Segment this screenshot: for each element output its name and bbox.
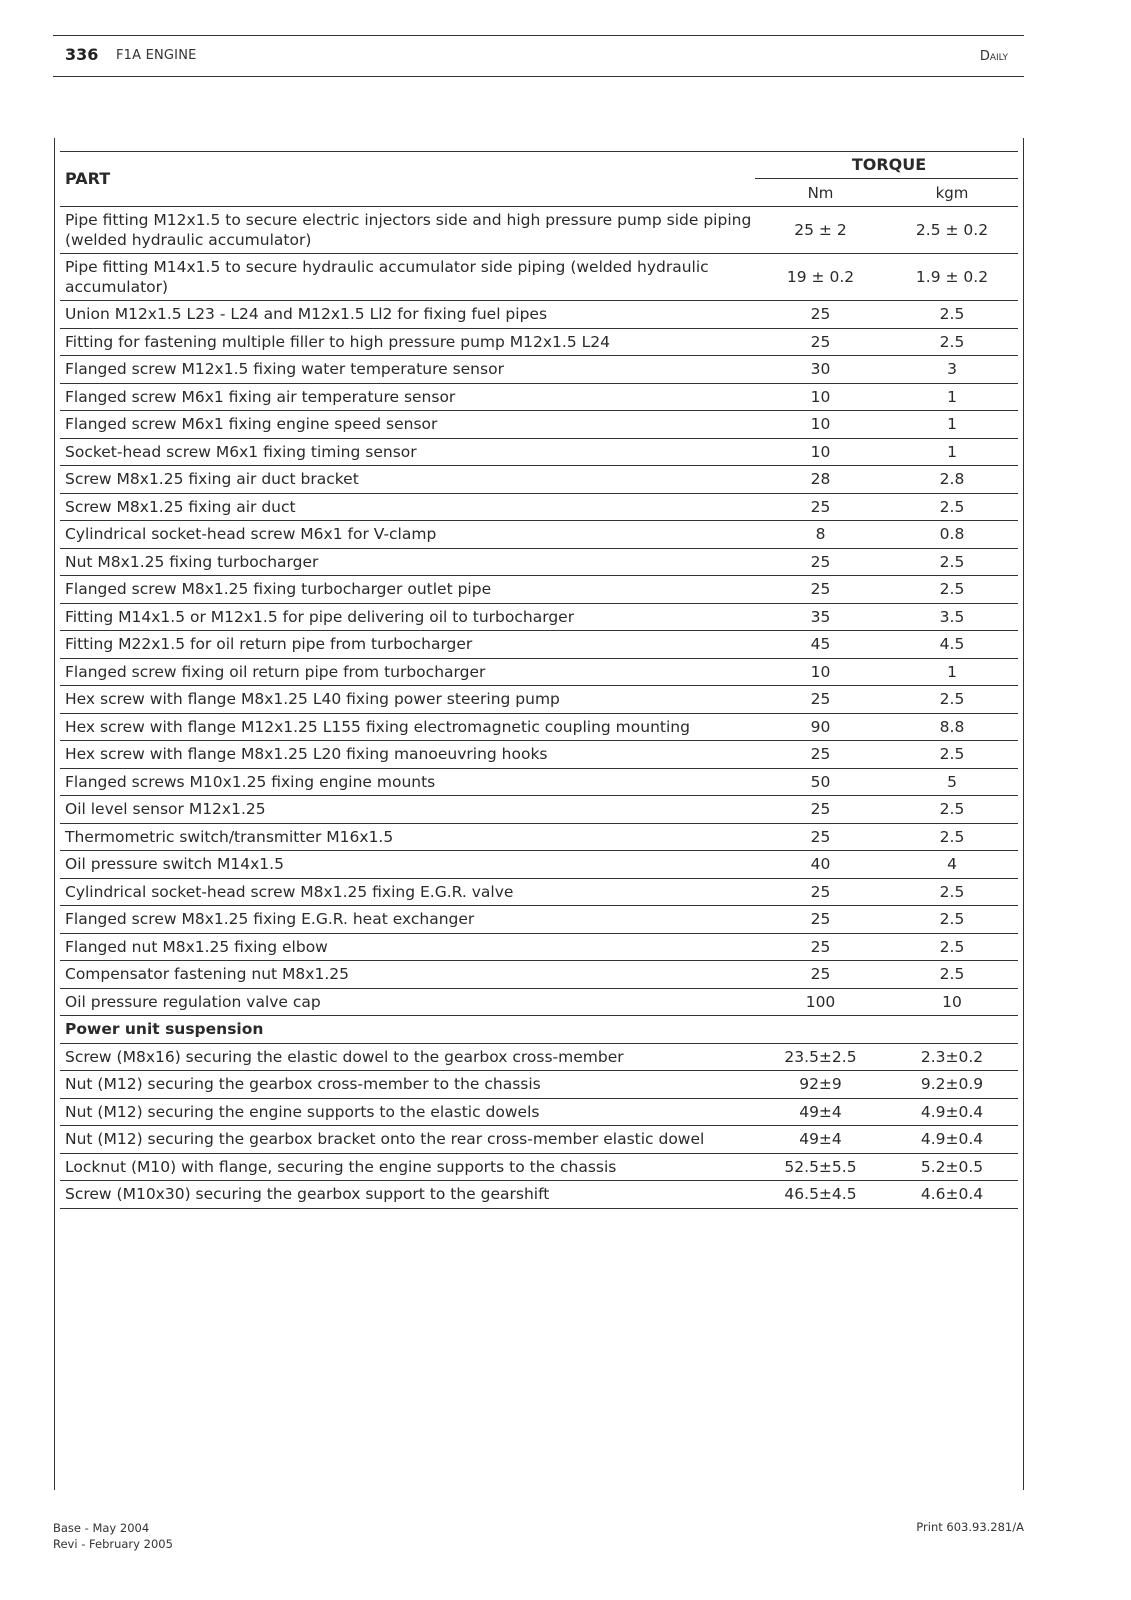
footer-revision: Revi - February 2005 bbox=[53, 1537, 173, 1551]
part-cell: Pipe fitting M14x1.5 to secure hydraulic accumulator side piping (welded hydraulic accumulator) bbox=[60, 254, 755, 301]
footer-edition bbox=[53, 1520, 173, 1552]
table-row bbox=[60, 493, 1018, 521]
nm-cell: 25 bbox=[755, 823, 886, 851]
kgm-cell: 2.5 bbox=[886, 906, 1018, 934]
table-row bbox=[60, 383, 1018, 411]
part-cell: Compensator fastening nut M8x1.25 bbox=[60, 961, 755, 989]
table-row bbox=[60, 576, 1018, 604]
part-cell: Flanged screw M8x1.25 fixing E.G.R. heat exchanger bbox=[60, 906, 755, 934]
kgm-cell: 2.5 bbox=[886, 961, 1018, 989]
table-row bbox=[60, 466, 1018, 494]
part-cell: Hex screw with flange M12x1.25 L155 fixing electromagnetic coupling mounting bbox=[60, 713, 755, 741]
part-cell: Nut (M12) securing the gearbox cross-member to the chassis bbox=[60, 1071, 755, 1099]
table-row bbox=[60, 1153, 1018, 1181]
nm-cell: 25 bbox=[755, 906, 886, 934]
table-row bbox=[60, 713, 1018, 741]
kgm-cell: 1 bbox=[886, 383, 1018, 411]
part-cell: Locknut (M10) with flange, securing the engine supports to the chassis bbox=[60, 1153, 755, 1181]
table-row bbox=[60, 548, 1018, 576]
kgm-cell: 2.5 bbox=[886, 933, 1018, 961]
nm-cell: 25 bbox=[755, 796, 886, 824]
kgm-cell: 10 bbox=[886, 988, 1018, 1016]
page-number: 336 bbox=[65, 45, 99, 64]
nm-cell: 35 bbox=[755, 603, 886, 631]
kgm-cell: 8.8 bbox=[886, 713, 1018, 741]
nm-cell: 10 bbox=[755, 383, 886, 411]
nm-cell: 23.5±2.5 bbox=[755, 1043, 886, 1071]
table-row bbox=[60, 438, 1018, 466]
nm-cell: 25 bbox=[755, 576, 886, 604]
table-row bbox=[60, 988, 1018, 1016]
nm-cell: 19 ± 0.2 bbox=[755, 254, 886, 301]
section-row bbox=[60, 1016, 1018, 1044]
kgm-cell: 2.5 bbox=[886, 548, 1018, 576]
page-header bbox=[53, 35, 1024, 77]
document-name: Daily bbox=[979, 49, 1008, 64]
table-row bbox=[60, 254, 1018, 301]
section-title: F1A ENGINE bbox=[116, 48, 197, 63]
kgm-cell: 2.5 bbox=[886, 493, 1018, 521]
table-row bbox=[60, 301, 1018, 329]
kgm-cell: 3.5 bbox=[886, 603, 1018, 631]
table-row bbox=[60, 878, 1018, 906]
part-cell: Cylindrical socket-head screw M6x1 for V-clamp bbox=[60, 521, 755, 549]
nm-cell: 50 bbox=[755, 768, 886, 796]
nm-cell: 25 bbox=[755, 878, 886, 906]
table-row bbox=[60, 1043, 1018, 1071]
kgm-cell: 2.5 bbox=[886, 576, 1018, 604]
kgm-cell: 5 bbox=[886, 768, 1018, 796]
nm-cell: 10 bbox=[755, 658, 886, 686]
table-row bbox=[60, 823, 1018, 851]
nm-cell: 25 bbox=[755, 301, 886, 329]
part-cell: Union M12x1.5 L23 - L24 and M12x1.5 Ll2 for fixing fuel pipes bbox=[60, 301, 755, 329]
part-cell: Fitting M22x1.5 for oil return pipe from turbocharger bbox=[60, 631, 755, 659]
kgm-cell: 1 bbox=[886, 438, 1018, 466]
kgm-cell: 9.2±0.9 bbox=[886, 1071, 1018, 1099]
table-row bbox=[60, 741, 1018, 769]
kgm-cell: 4 bbox=[886, 851, 1018, 879]
table-row bbox=[60, 658, 1018, 686]
column-header-kgm: kgm bbox=[886, 179, 1018, 207]
part-cell: Oil pressure regulation valve cap bbox=[60, 988, 755, 1016]
table-row bbox=[60, 906, 1018, 934]
kgm-cell: 1 bbox=[886, 411, 1018, 439]
nm-cell: 49±4 bbox=[755, 1098, 886, 1126]
nm-cell: 8 bbox=[755, 521, 886, 549]
part-cell: Fitting M14x1.5 or M12x1.5 for pipe delivering oil to turbocharger bbox=[60, 603, 755, 631]
part-cell: Socket-head screw M6x1 fixing timing sensor bbox=[60, 438, 755, 466]
kgm-cell: 2.3±0.2 bbox=[886, 1043, 1018, 1071]
part-cell: Flanged screws M10x1.25 fixing engine mounts bbox=[60, 768, 755, 796]
table-row bbox=[60, 1098, 1018, 1126]
kgm-cell: 2.8 bbox=[886, 466, 1018, 494]
kgm-cell: 4.5 bbox=[886, 631, 1018, 659]
nm-cell: 25 bbox=[755, 741, 886, 769]
column-header-nm: Nm bbox=[755, 179, 886, 207]
table-row bbox=[60, 631, 1018, 659]
nm-cell: 52.5±5.5 bbox=[755, 1153, 886, 1181]
part-cell: Nut M8x1.25 fixing turbocharger bbox=[60, 548, 755, 576]
table-row bbox=[60, 933, 1018, 961]
nm-cell: 25 bbox=[755, 548, 886, 576]
part-cell: Screw (M10x30) securing the gearbox support to the gearshift bbox=[60, 1181, 755, 1209]
nm-cell: 25 bbox=[755, 961, 886, 989]
part-cell: Screw (M8x16) securing the elastic dowel to the gearbox cross-member bbox=[60, 1043, 755, 1071]
nm-cell: 25 bbox=[755, 686, 886, 714]
table-row bbox=[60, 1181, 1018, 1209]
nm-cell: 28 bbox=[755, 466, 886, 494]
table-row bbox=[60, 521, 1018, 549]
kgm-cell: 2.5 bbox=[886, 328, 1018, 356]
column-header-part: PART bbox=[60, 152, 755, 207]
table-row bbox=[60, 961, 1018, 989]
kgm-cell: 2.5 bbox=[886, 823, 1018, 851]
nm-cell: 25 bbox=[755, 328, 886, 356]
kgm-cell: 4.9±0.4 bbox=[886, 1126, 1018, 1154]
part-cell: Hex screw with flange M8x1.25 L40 fixing power steering pump bbox=[60, 686, 755, 714]
table-row bbox=[60, 411, 1018, 439]
kgm-cell: 2.5 bbox=[886, 796, 1018, 824]
part-cell: Flanged screw M6x1 fixing air temperature sensor bbox=[60, 383, 755, 411]
torque-table bbox=[60, 151, 1018, 1209]
footer-base: Base - May 2004 bbox=[53, 1521, 150, 1535]
right-rule bbox=[1023, 138, 1024, 1490]
table-row bbox=[60, 603, 1018, 631]
part-cell: Flanged screw M12x1.5 fixing water temperature sensor bbox=[60, 356, 755, 384]
nm-cell: 25 ± 2 bbox=[755, 207, 886, 254]
kgm-cell: 2.5 ± 0.2 bbox=[886, 207, 1018, 254]
table-row bbox=[60, 356, 1018, 384]
part-cell: Fitting for fastening multiple filler to high pressure pump M12x1.5 L24 bbox=[60, 328, 755, 356]
table-row bbox=[60, 796, 1018, 824]
kgm-cell: 2.5 bbox=[886, 301, 1018, 329]
kgm-cell: 2.5 bbox=[886, 686, 1018, 714]
column-header-torque: TORQUE bbox=[755, 152, 1018, 179]
part-cell: Flanged screw fixing oil return pipe from turbocharger bbox=[60, 658, 755, 686]
table-row bbox=[60, 328, 1018, 356]
table-row bbox=[60, 768, 1018, 796]
nm-cell: 10 bbox=[755, 438, 886, 466]
part-cell: Pipe fitting M12x1.5 to secure electric injectors side and high pressure pump side piping (welded hydraulic accumulator) bbox=[60, 207, 755, 254]
part-cell: Oil level sensor M12x1.25 bbox=[60, 796, 755, 824]
nm-cell: 25 bbox=[755, 493, 886, 521]
nm-cell: 100 bbox=[755, 988, 886, 1016]
kgm-cell: 4.9±0.4 bbox=[886, 1098, 1018, 1126]
nm-cell: 90 bbox=[755, 713, 886, 741]
kgm-cell: 5.2±0.5 bbox=[886, 1153, 1018, 1181]
kgm-cell: 0.8 bbox=[886, 521, 1018, 549]
part-cell: Thermometric switch/transmitter M16x1.5 bbox=[60, 823, 755, 851]
kgm-cell: 3 bbox=[886, 356, 1018, 384]
table-row bbox=[60, 686, 1018, 714]
part-cell: Flanged screw M8x1.25 fixing turbocharger outlet pipe bbox=[60, 576, 755, 604]
part-cell: Screw M8x1.25 fixing air duct bracket bbox=[60, 466, 755, 494]
part-cell: Cylindrical socket-head screw M8x1.25 fixing E.G.R. valve bbox=[60, 878, 755, 906]
kgm-cell: 2.5 bbox=[886, 878, 1018, 906]
nm-cell: 46.5±4.5 bbox=[755, 1181, 886, 1209]
part-cell: Flanged screw M6x1 fixing engine speed sensor bbox=[60, 411, 755, 439]
kgm-cell: 1.9 ± 0.2 bbox=[886, 254, 1018, 301]
part-cell: Flanged nut M8x1.25 fixing elbow bbox=[60, 933, 755, 961]
nm-cell: 45 bbox=[755, 631, 886, 659]
kgm-cell: 4.6±0.4 bbox=[886, 1181, 1018, 1209]
table-row bbox=[60, 1071, 1018, 1099]
part-cell: Nut (M12) securing the engine supports to the elastic dowels bbox=[60, 1098, 755, 1126]
nm-cell: 92±9 bbox=[755, 1071, 886, 1099]
left-rule bbox=[54, 138, 55, 1490]
nm-cell: 25 bbox=[755, 933, 886, 961]
section-heading: Power unit suspension bbox=[60, 1016, 1018, 1044]
kgm-cell: 2.5 bbox=[886, 741, 1018, 769]
table-row bbox=[60, 1126, 1018, 1154]
table-row bbox=[60, 851, 1018, 879]
kgm-cell: 1 bbox=[886, 658, 1018, 686]
footer-print-code: Print 603.93.281/A bbox=[916, 1520, 1024, 1534]
table-row bbox=[60, 207, 1018, 254]
nm-cell: 30 bbox=[755, 356, 886, 384]
part-cell: Nut (M12) securing the gearbox bracket onto the rear cross-member elastic dowel bbox=[60, 1126, 755, 1154]
nm-cell: 49±4 bbox=[755, 1126, 886, 1154]
nm-cell: 10 bbox=[755, 411, 886, 439]
nm-cell: 40 bbox=[755, 851, 886, 879]
part-cell: Screw M8x1.25 fixing air duct bbox=[60, 493, 755, 521]
part-cell: Hex screw with flange M8x1.25 L20 fixing manoeuvring hooks bbox=[60, 741, 755, 769]
part-cell: Oil pressure switch M14x1.5 bbox=[60, 851, 755, 879]
